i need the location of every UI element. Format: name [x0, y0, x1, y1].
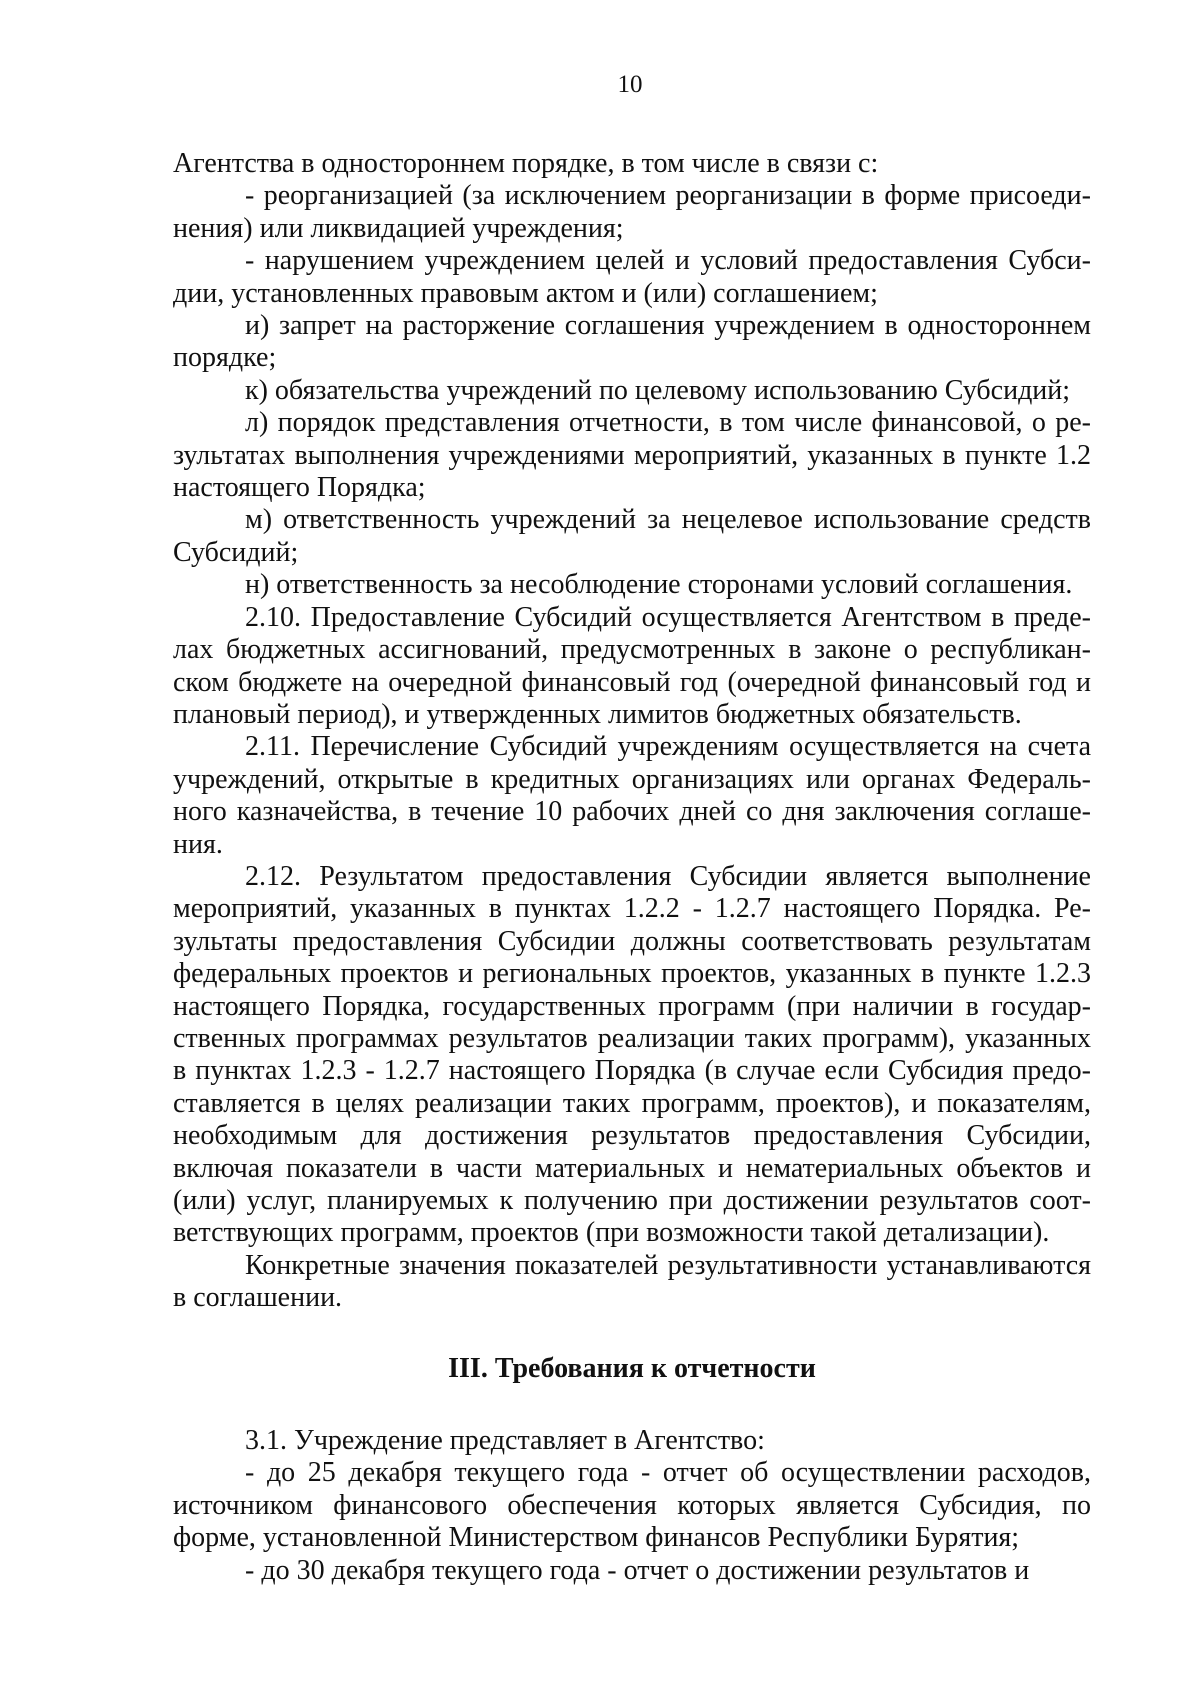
paragraph: л) порядок представления отчетности, в том числе финансовой, о результатах выполнения учреждениями мероприятий, указанных в пункте 1.2 настоящего Порядка; — [173, 407, 1091, 504]
paragraph: - до 30 декабря текущего года - отчет о достижении результатов и — [245, 1554, 1030, 1586]
paragraph: м) ответственность учреждений за нецелевое использование средств Субсидий; — [173, 504, 1091, 568]
paragraph: - реорганизацией (за исключением реорганизации в форме присоединения) или ликвидацией учреждения; — [173, 180, 1091, 244]
paragraph: 2.10. Предоставление Субсидий осуществляется Агентством в пределах бюджетных ассигнований, предусмотренных в законе о республиканском бюджете на очередной финансовый год (очередной финансовый год и плановый период), и утвержденных лимитов бюджетных обязательств. — [173, 601, 1091, 730]
paragraph: 2.12. Результатом предоставления Субсидии является выполнение мероприятий, указанных в пунктах 1.2.2 - 1.2.7 настоящего Порядка. Результаты предоставления Субсидии должны соответствовать результатам федеральных проектов и региональных проектов, указанных в пункте 1.2.3 настоящего Порядка, государственных программ (при наличии в государственных программах результатов реализации таких программ), указанных в пунктах 1.2.3 - 1.2.7 настоящего Порядка (в случае если Субсидия предоставляется в целях реализации таких программ, проектов), и показателям, необходимым для достижения результатов предоставления Субсидии, включая показатели в части материальных и нематериальных объектов и (или) услуг, планируемых к получению при достижении результатов соответствующих программ, проектов (при возможности такой детализации). — [173, 860, 1091, 1249]
paragraph: 2.11. Перечисление Субсидий учреждениям осуществляется на счета учреждений, открытые в кредитных организациях или органах Федерального казначейства, в течение 10 рабочих дней со дня заключения соглашения. — [173, 731, 1091, 860]
paragraphs-after-heading — [173, 1425, 1091, 1587]
paragraph: н) ответственность за несоблюдение сторонами условий соглашения. — [245, 569, 1073, 601]
paragraph: и) запрет на расторжение соглашения учреждением в одностороннем порядке; — [173, 310, 1091, 374]
paragraph: - до 25 декабря текущего года - отчет об осуществлении расходов, источником финансового обеспечения которых является Субсидия, по форме, установленной Министерством финансов Республики Бурятия; — [173, 1457, 1091, 1554]
paragraph: к) обязательства учреждений по целевому использованию Субсидий; — [245, 374, 1071, 406]
section-heading: III. Требования к отчетности — [448, 1352, 816, 1384]
paragraphs-before-heading — [173, 148, 1091, 1315]
page-number: 10 — [617, 71, 643, 98]
paragraph: Конкретные значения показателей результативности устанавливаются в соглашении. — [173, 1249, 1091, 1314]
document-body — [173, 148, 1091, 1587]
paragraph: - нарушением учреждением целей и условий предоставления Субсидии, установленных правовым актом и (или) соглашением; — [173, 245, 1091, 309]
paragraph: Агентства в одностороннем порядке, в том числе в связи с: — [173, 148, 879, 179]
paragraph: 3.1. Учреждение представляет в Агентство: — [245, 1425, 765, 1457]
